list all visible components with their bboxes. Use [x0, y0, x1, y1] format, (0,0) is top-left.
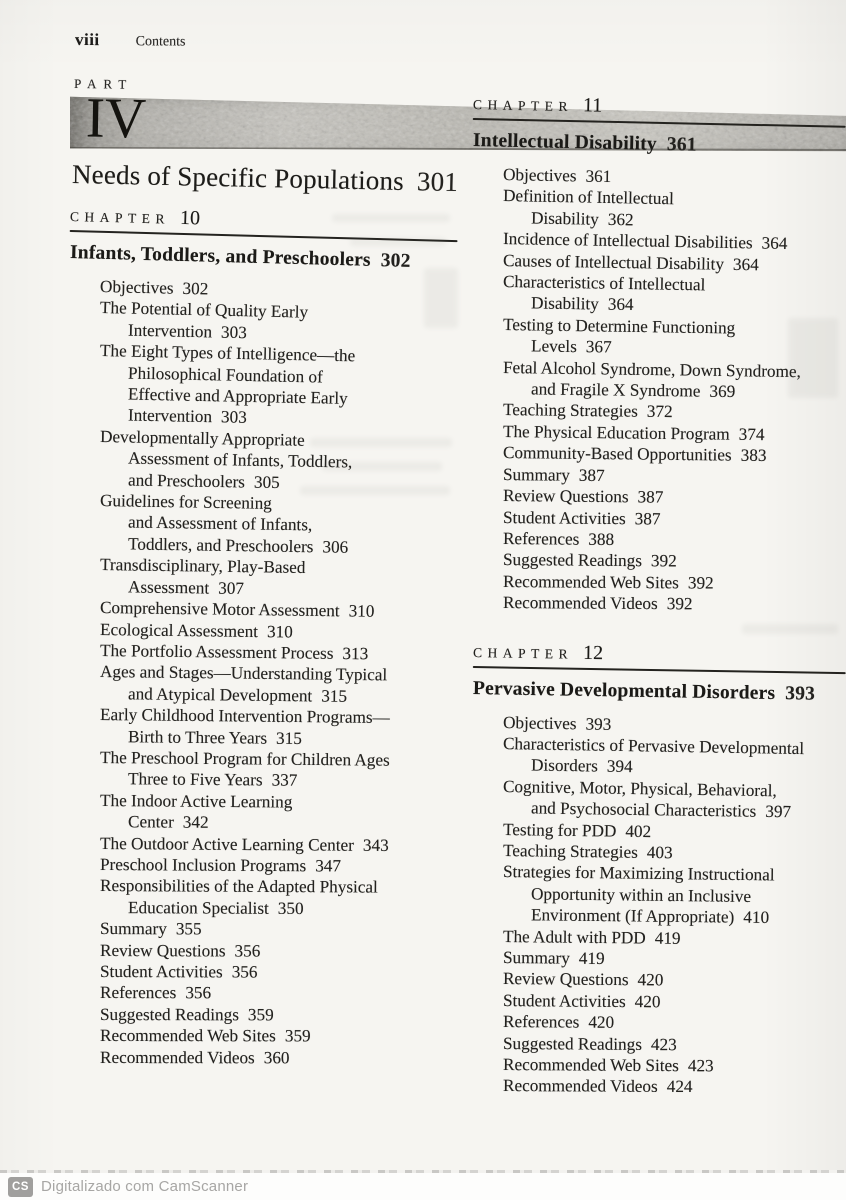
part-label: PART — [73, 76, 134, 92]
toc-entry — [473, 485, 846, 506]
toc-page-number: 310 — [266, 621, 293, 641]
toc-page-number: 361 — [585, 166, 612, 187]
toc-entry-line: Characteristics of Intellectual — [502, 272, 706, 295]
toc-entry — [473, 968, 846, 989]
part-number: IV — [85, 86, 147, 151]
toc-entry-line: Recommended Web Sites 392 — [502, 571, 714, 593]
toc-page-number: 387 — [578, 465, 605, 485]
toc-entry — [70, 790, 458, 833]
toc-page-number: 364 — [761, 233, 788, 254]
toc-entry-line: Summary 387 — [502, 464, 605, 485]
toc-entry — [473, 528, 846, 549]
toc-entry-line: Community-Based Opportunities 383 — [502, 443, 767, 466]
chapter-heading-line — [473, 640, 846, 669]
toc-entry-line: Causes of Intellectual Disability 364 — [502, 250, 759, 274]
chapter-12-block — [473, 640, 846, 1097]
toc-entry — [70, 340, 458, 426]
chapter-toc-entries — [473, 712, 846, 1097]
toc-page-number: 410 — [743, 907, 770, 928]
toc-page-number: 342 — [182, 812, 209, 832]
toc-entry-line: Teaching Strategies 372 — [502, 400, 673, 422]
toc-entry-continuation-line: Environment (If Appropriate) 410 — [530, 905, 770, 928]
toc-page-number: 305 — [253, 472, 280, 492]
toc-entry-line: Testing for PDD 402 — [502, 819, 652, 841]
toc-entry — [70, 297, 458, 340]
toc-entry-continuation-line: Three to Five Years 337 — [127, 769, 298, 791]
chapter-label: CHAPTER — [472, 644, 574, 662]
chapter-page-number: 393 — [785, 682, 816, 705]
toc-entry-line: The Adult with PDD 419 — [502, 926, 681, 948]
toc-page-number: 343 — [362, 835, 389, 855]
toc-entry-continuation-line: Intervention 303 — [127, 320, 248, 342]
toc-entry-line: Summary 419 — [502, 948, 605, 968]
toc-entry-line: Recommended Web Sites 359 — [99, 1026, 311, 1046]
chapter-title-text: Intellectual Disability — [472, 130, 658, 155]
camscanner-footer — [0, 1170, 846, 1200]
toc-entry-line: Recommended Videos 424 — [502, 1076, 693, 1097]
chapter-number: 10 — [179, 206, 201, 230]
right-column — [473, 92, 846, 1097]
toc-entry-line: Student Activities 356 — [99, 962, 258, 982]
toc-entry — [473, 464, 846, 485]
toc-entry — [70, 833, 458, 854]
toc-entry-line: Review Questions 387 — [502, 486, 664, 507]
toc-page-number: 392 — [687, 573, 714, 593]
toc-entry — [473, 1033, 846, 1054]
toc-entry — [473, 1075, 846, 1096]
bleed-through-artifact — [424, 268, 458, 328]
toc-entry-continuation-line: Education Specialist 350 — [127, 897, 304, 918]
toc-entry — [70, 961, 458, 982]
toc-entry — [473, 592, 846, 613]
toc-entry-line: Summary 355 — [99, 919, 202, 939]
toc-entry — [70, 554, 458, 597]
toc-page-number: 397 — [765, 802, 792, 822]
toc-page-number: 302 — [182, 278, 209, 299]
toc-page-number: 420 — [588, 1012, 615, 1033]
toc-page-number: 307 — [218, 578, 245, 598]
toc-entry-line: Developmentally Appropriate — [99, 426, 305, 450]
toc-entry — [473, 861, 846, 928]
toc-entry-line: Recommended Web Sites 423 — [502, 1055, 714, 1076]
chapter-label: CHAPTER — [69, 209, 171, 227]
toc-entry-line: Recommended Videos 360 — [99, 1047, 290, 1067]
toc-entry — [473, 1011, 846, 1032]
toc-page-number: 369 — [709, 381, 736, 402]
toc-entry-continuation-line: Disorders 394 — [530, 755, 633, 777]
toc-page-number: 362 — [607, 209, 634, 230]
bleed-through-artifact — [350, 238, 446, 246]
toc-entry — [70, 982, 458, 1003]
bleed-through-artifact — [332, 214, 450, 222]
left-column — [70, 204, 458, 1068]
toc-entry-continuation-line: Assessment of Infants, Toddlers, — [127, 448, 353, 472]
toc-entry — [473, 507, 846, 528]
chapter-title-text: Infants, Toddlers, and Preschoolers — [69, 242, 372, 271]
toc-entry-line: Review Questions 356 — [99, 940, 261, 961]
scan-edge-line — [0, 1170, 846, 1173]
toc-entry-line: Suggested Readings 423 — [502, 1033, 677, 1054]
chapter-page-number: 361 — [666, 134, 697, 156]
toc-entry-continuation-line: Disability 362 — [530, 208, 634, 230]
toc-page-number: 315 — [321, 686, 348, 706]
toc-entry-line: Suggested Readings 392 — [502, 550, 677, 571]
toc-entry — [473, 733, 846, 776]
toc-entry-line: Objectives 361 — [502, 165, 612, 187]
toc-entry-line: Comprehensive Motor Assessment 310 — [99, 598, 375, 621]
toc-entry-continuation-line: Intervention 303 — [127, 405, 247, 428]
toc-entry-line: The Indoor Active Learning — [99, 790, 293, 812]
toc-entry — [70, 875, 458, 918]
chapter-10-block — [70, 204, 458, 1068]
toc-entry-continuation-line: Center 342 — [127, 812, 209, 832]
toc-page-number: 359 — [247, 1005, 274, 1025]
chapter-number: 11 — [582, 94, 603, 117]
toc-entry-line: The Preschool Program for Children Ages — [99, 747, 390, 770]
toc-page-number: 356 — [234, 941, 261, 961]
toc-page-number: 315 — [275, 728, 302, 748]
toc-page-number: 423 — [650, 1034, 677, 1054]
toc-entry-line: The Potential of Quality Early — [99, 298, 309, 323]
part-title — [72, 159, 459, 198]
toc-entry-line: Student Activities 387 — [502, 507, 661, 528]
bleed-through-artifact — [322, 462, 442, 471]
toc-page-number: 387 — [634, 508, 661, 528]
toc-page-number: 419 — [654, 928, 681, 948]
toc-entry-continuation-line: Toddlers, and Preschoolers 306 — [127, 534, 349, 557]
toc-entry — [473, 840, 846, 861]
toc-entry — [70, 640, 458, 664]
toc-entry-line: Responsibilities of the Adapted Physical — [99, 876, 378, 897]
toc-entry-continuation-line: Philosophical Foundation of — [127, 363, 323, 387]
toc-entry-line: Guidelines for Screening — [99, 491, 273, 513]
toc-entry-continuation-line: Opportunity within an Inclusive — [530, 884, 752, 906]
toc-entry-line: Fetal Alcohol Syndrome, Down Syndrome, — [502, 357, 802, 381]
toc-entry-continuation-line: and Atypical Development 315 — [127, 684, 348, 706]
bleed-through-artifact — [310, 438, 452, 447]
toc-entry-line: Ages and Stages—Understanding Typical — [99, 662, 388, 685]
toc-page-number: 306 — [322, 537, 349, 557]
toc-page-number: 310 — [348, 601, 375, 621]
toc-entry-continuation-line: and Psychosocial Characteristics 397 — [530, 798, 792, 822]
toc-entry-line: Objectives 393 — [502, 712, 612, 734]
toc-entry-continuation-line: Birth to Three Years 315 — [127, 726, 302, 748]
toc-page-number: 356 — [231, 962, 258, 982]
toc-entry-line: Transdisciplinary, Play-Based — [99, 555, 306, 578]
chapter-title — [473, 130, 846, 160]
folio-page-number: viii — [74, 30, 100, 50]
toc-entry-line: References 420 — [502, 1012, 615, 1033]
toc-entry — [70, 597, 458, 621]
toc-page-number: 392 — [650, 551, 677, 571]
toc-entry — [70, 276, 458, 297]
toc-entry — [473, 164, 846, 185]
chapter-toc-entries — [70, 276, 458, 1068]
toc-page-number: 303 — [220, 322, 248, 342]
toc-entry — [70, 426, 458, 490]
chapter-title — [70, 242, 458, 274]
toc-entry — [473, 442, 846, 466]
running-header-title: Contents — [135, 34, 186, 50]
part-page-number: 301 — [416, 166, 459, 198]
chapter-number: 12 — [582, 641, 604, 664]
toc-page-number: 420 — [634, 991, 661, 1012]
toc-entry-line: Preschool Inclusion Programs 347 — [99, 854, 342, 876]
toc-page-number: 388 — [588, 529, 615, 549]
chapter-heading — [473, 92, 846, 128]
toc-page-number: 372 — [646, 402, 673, 422]
toc-entry — [473, 271, 846, 314]
toc-page-number: 359 — [284, 1026, 311, 1046]
toc-page-number: 402 — [625, 821, 652, 841]
toc-entry-continuation-line: Levels 367 — [530, 336, 612, 357]
toc-entry-line: References 388 — [502, 528, 615, 549]
toc-page-number: 374 — [738, 424, 765, 444]
toc-entry-line: Strategies for Maximizing Instructional — [502, 862, 775, 885]
toc-page-number: 355 — [175, 919, 202, 939]
toc-entry-continuation-line: Disability 364 — [530, 293, 634, 315]
toc-entry-line: Incidence of Intellectual Disabilities 364 — [502, 229, 788, 254]
toc-entry — [70, 1025, 458, 1046]
toc-page-number: 347 — [315, 856, 342, 876]
toc-entry — [70, 747, 458, 790]
toc-entry-line: Definition of Intellectual — [502, 186, 675, 209]
toc-page-number: 303 — [220, 407, 247, 428]
chapter-heading — [473, 640, 846, 674]
toc-entry-line: Recommended Videos 392 — [502, 593, 693, 614]
toc-page-number: 364 — [607, 295, 634, 315]
toc-entry-line: Objectives 302 — [99, 277, 209, 299]
toc-entry — [70, 1004, 458, 1025]
part-title-text: Needs of Specific Populations — [71, 159, 405, 196]
toc-page-number: 383 — [740, 445, 767, 466]
toc-entry-line: Early Childhood Intervention Programs— — [99, 705, 390, 728]
toc-entry — [473, 926, 846, 947]
chapter-title-text: Pervasive Developmental Disorders — [472, 677, 776, 704]
toc-entry-line: Characteristics of Pervasive Developmental — [502, 733, 805, 758]
toc-entry-line: The Outdoor Active Learning Center 343 — [99, 833, 389, 855]
toc-entry — [70, 918, 458, 939]
toc-entry — [473, 549, 846, 570]
bleed-through-artifact — [788, 318, 838, 398]
toc-entry — [70, 940, 458, 961]
toc-page-number: 367 — [585, 337, 612, 357]
toc-entry — [473, 399, 846, 420]
toc-entry-line: Student Activities 420 — [502, 990, 661, 1012]
bleed-through-artifact — [300, 486, 450, 495]
toc-entry — [473, 990, 846, 1011]
toc-page-number: 423 — [687, 1056, 714, 1076]
toc-entry-continuation-line: and Assessment of Infants, — [127, 512, 313, 535]
toc-page-number: 420 — [637, 970, 664, 990]
toc-entry — [473, 776, 846, 822]
toc-entry — [473, 712, 846, 733]
toc-entry-line: Suggested Readings 359 — [99, 1004, 274, 1025]
toc-entry-line: Testing to Determine Functioning — [502, 314, 736, 338]
toc-entry-line: The Physical Education Program 374 — [502, 421, 765, 444]
toc-entry — [70, 854, 458, 875]
toc-entry-line: The Portfolio Assessment Process 313 — [99, 640, 369, 664]
toc-page-number: 360 — [263, 1047, 290, 1067]
toc-page-number: 337 — [271, 770, 298, 791]
toc-entry-continuation-line: Assessment 307 — [127, 577, 245, 598]
toc-entry-continuation-line: and Preschoolers 305 — [127, 470, 280, 492]
toc-page-number: 394 — [606, 757, 633, 777]
toc-page-number: 419 — [578, 948, 605, 968]
toc-entry — [473, 421, 846, 442]
toc-entry — [70, 704, 458, 747]
chapter-label: CHAPTER — [472, 97, 574, 115]
toc-entry — [70, 1047, 458, 1068]
toc-page-number: 350 — [277, 898, 304, 918]
toc-page-number: 403 — [646, 842, 673, 863]
toc-page-number: 364 — [732, 254, 759, 274]
toc-page-number: 387 — [637, 487, 664, 507]
toc-entry-line: Teaching Strategies 403 — [502, 840, 673, 863]
toc-page-number: 392 — [666, 594, 693, 614]
toc-entry — [70, 490, 458, 557]
chapter-title — [473, 678, 846, 706]
toc-page-number: 356 — [185, 983, 212, 1003]
toc-entry — [473, 571, 846, 592]
toc-entry-line: References 356 — [99, 983, 212, 1003]
toc-entry — [70, 661, 458, 704]
bleed-through-artifact — [742, 624, 838, 634]
toc-entry-continuation-line: Effective and Appropriate Early — [127, 384, 348, 408]
chapter-page-number: 302 — [380, 250, 411, 272]
toc-entry-line: The Eight Types of Intelligence—the — [99, 341, 356, 366]
toc-page-number: 424 — [666, 1077, 693, 1097]
toc-entry-continuation-line: and Fragile X Syndrome 369 — [530, 379, 736, 402]
toc-entry-line: Cognitive, Motor, Physical, Behavioral, — [502, 776, 777, 800]
chapter-heading — [70, 204, 459, 242]
toc-entry — [473, 947, 846, 968]
camscanner-watermark-text: Digitalizado com CamScanner — [41, 1178, 249, 1195]
toc-page-number: 313 — [342, 643, 369, 664]
toc-entry — [473, 185, 846, 228]
toc-entry-line: Review Questions 420 — [502, 969, 664, 990]
toc-entry-line: Ecological Assessment 310 — [99, 619, 293, 641]
toc-page-number: 393 — [585, 713, 612, 734]
camscanner-logo-icon: CS — [8, 1177, 33, 1197]
running-header-row — [75, 30, 186, 50]
toc-entry — [473, 1054, 846, 1075]
